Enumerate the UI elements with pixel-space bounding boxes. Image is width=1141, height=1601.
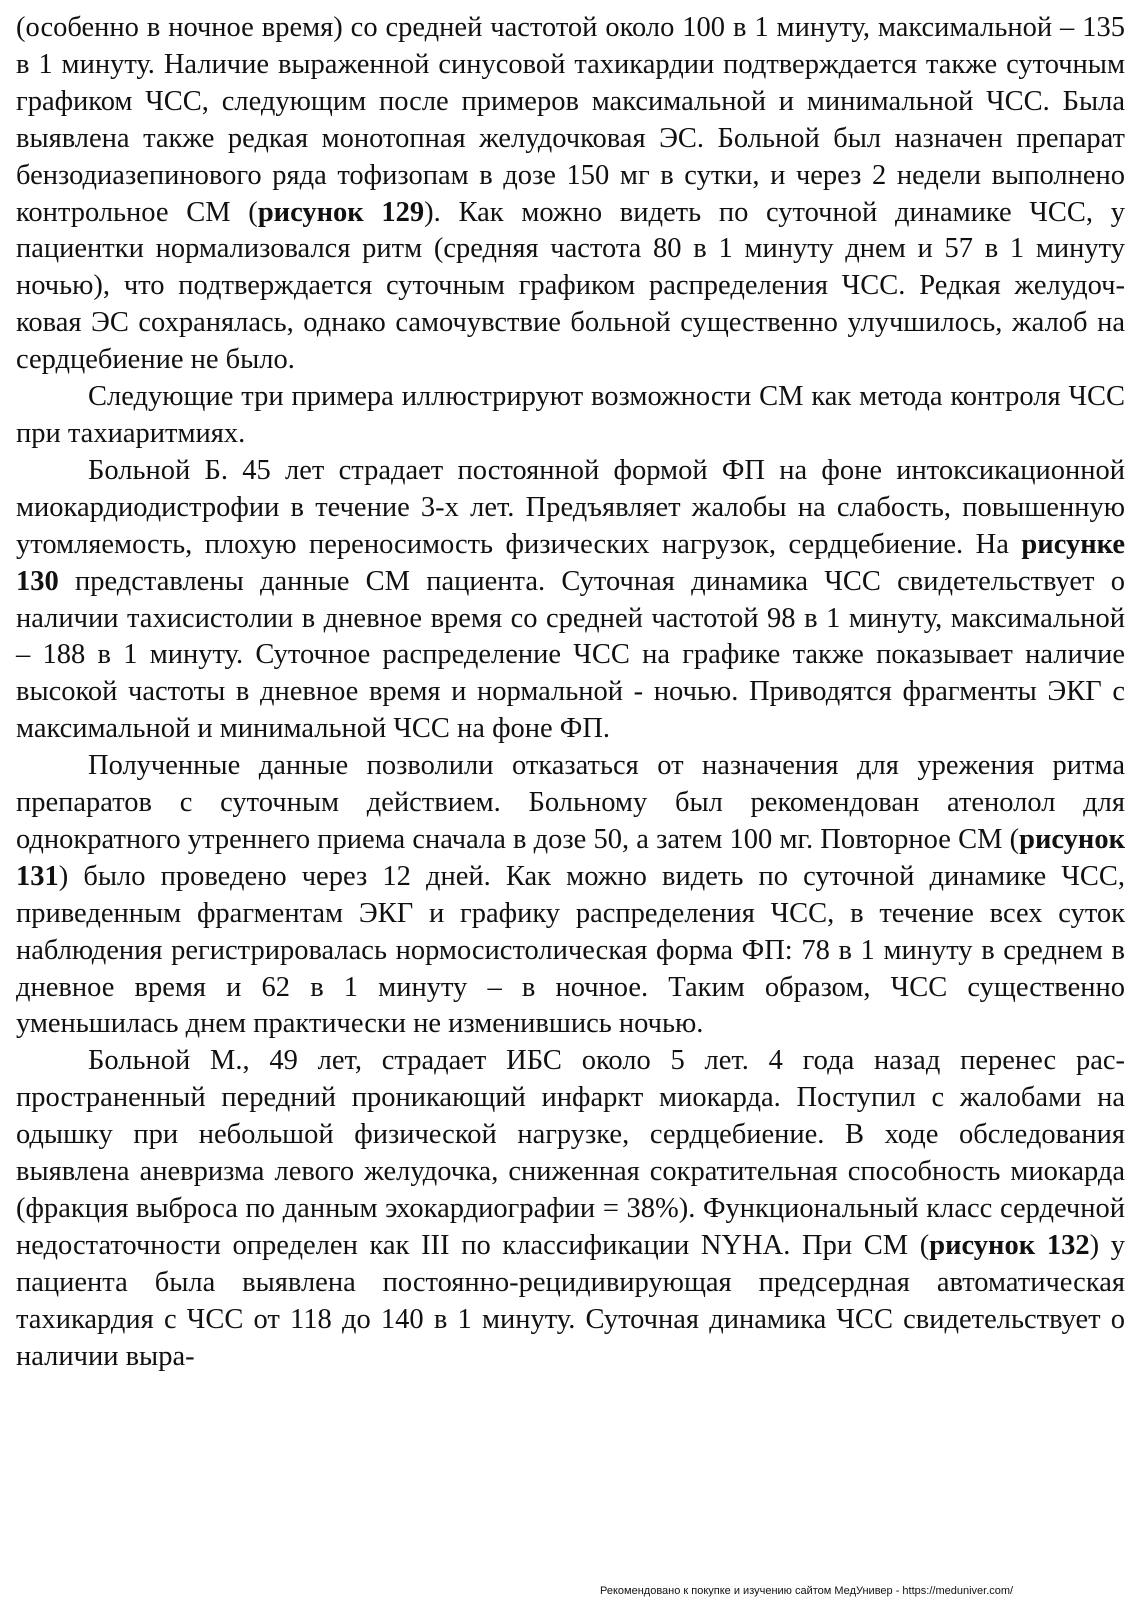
paragraph-5 — [16, 1043, 1125, 1375]
text-run: представлены данные СМ пациента. Суточная динамика ЧСС свидетельствует о наличии тахисистолии в дневное время со средней частотой 98 в 1 минуту, максимальной – 188 в 1 минуту. Суточное распределение ЧСС на графике также показывает наличие высокой частоты в дневное время и нормальной - ночью. Приводятся фрагменты ЭКГ с максимальной и минимальной ЧСС на фоне ФП. — [16, 565, 1125, 745]
watermark-footer: Рекомендовано к покупке и изучению сайтом МедУнивер - https://meduniver.com/ — [600, 1585, 1014, 1597]
text-run: Полученные данные позволили отказаться от назначения для урежения ритма препаратов с суточным действием. Больному был рекомендован атенолол для однократного утреннего приема сначала в дозе 50, а затем 100 мг. Повторное СМ ( — [16, 750, 1125, 855]
text-run: ) у пациента была выявлена постоянно-рецидивирующая предсердная автоматическая тахикардия с ЧСС от 118 до 140 в 1 минуту. Суточная динамика ЧСС свидетельствует о наличии выра- — [16, 1229, 1125, 1372]
text-run: Больной Б. 45 лет страдает постоянной формой ФП на фоне интоксикационной миокардиодистрофии в течение 3-х лет. Предъявляет жалобы на слабость, повышенную утомляемость, плохую переносимость физических нагрузок, сердцебиение. На — [16, 454, 1125, 560]
page-body — [16, 10, 1125, 1376]
text-run: Больной М., 49 лет, страдает ИБС около 5 лет. 4 года назад перенес распространенный передний проникающий инфаркт миокарда. Поступил с жалобами на одышку при небольшой физической нагрузке, сердцебиение. В ходе обследования выявлена аневризма левого желудочка, сниженная сократительная способность миокарда (фракция выброса по данным эхокардиографии = 38%). Функциональный класс сердечной недостаточности определен как III по классификации NYHA. При СМ ( — [16, 1045, 1125, 1261]
figure-reference: рисунок 129 — [257, 196, 425, 228]
text-run: ) было проведено через 12 дней. Как можно видеть по суточной динамике ЧСС, приведенным фрагментам ЭКГ и графику распределения ЧСС, в течение всех суток наблюдения регистрировалась нормосистолическая форма ФП: 78 в 1 минуту в среднем в дневное время и 62 в 1 минуту – в ночное. Таким образом, ЧСС существенно уменьшилась днем практически не изменившись ночью. — [16, 860, 1125, 1040]
figure-reference: рисунок 132 — [929, 1229, 1090, 1261]
text-run: ). Как можно видеть по суточной динамике ЧСС, у пациентки нормализовался ритм (средняя частота 80 в 1 минуту днем и 57 в 1 минуту ночью), что подтверждается суточным графиком распределения ЧСС. Редкая желудочковая ЭС сохранялась, однако самочувствие больной существенно улучшилось, жалоб на сердцебиение не было. — [16, 196, 1126, 376]
text-run: Следующие три примера иллюстрируют возможности СМ как метода контроля ЧСС при тахиаритмиях. — [16, 381, 1125, 449]
paragraph-3 — [16, 453, 1125, 748]
text-run: (особенно в ночное время) со средней частотой около 100 в 1 минуту, максимальной – 135 в 1 минуту. Наличие выраженной синусовой тахикардии подтверждается также суточным графиком ЧСС, следующим после примеров максимальной и минимальной ЧСС. Была выявлена также редкая монотопная желудочковая ЭС. Больной был назначен препарат бензодиазепинового ряда тофизопам в дозе 150 мг в сутки, и через 2 недели выполнено контрольное СМ ( — [16, 12, 1125, 228]
paragraph-4 — [16, 748, 1125, 1043]
figure-reference: рисунок 131 — [16, 823, 1125, 892]
paragraph-1 — [16, 10, 1125, 379]
paragraph-2 — [16, 379, 1125, 453]
figure-reference: рисунке 130 — [16, 528, 1125, 597]
